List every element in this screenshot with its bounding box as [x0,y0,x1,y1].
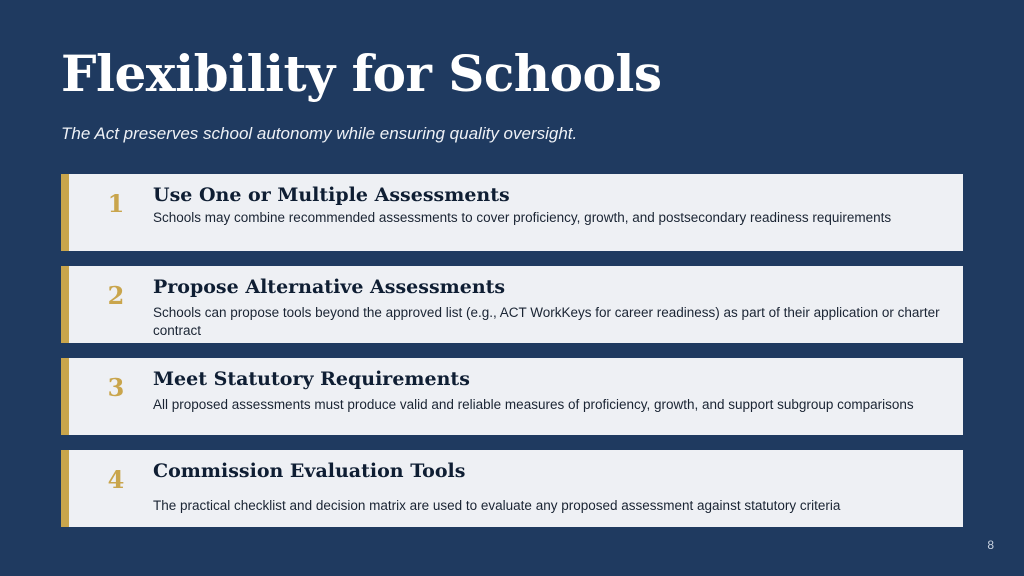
item-description: All proposed assessments must produce valid and reliable measures of proficiency, growth, and support subgroup comparisons [153,397,914,412]
item-description: Schools can propose tools beyond the approved list (e.g., ACT WorkKeys for career readiness) as part of their application or charter contract [153,305,940,338]
accent-bar [61,358,69,435]
card-use-multiple-assessments [61,174,963,251]
item-title: Propose Alternative Assessments [153,276,506,298]
card-propose-alternative-assessments [61,266,963,343]
accent-bar [61,450,69,527]
accent-bar [61,266,69,343]
slide-subtitle: The Act preserves school autonomy while ensuring quality oversight. [61,124,578,143]
item-number: 2 [107,281,125,310]
item-description: The practical checklist and decision matrix are used to evaluate any proposed assessment against statutory criteria [153,498,841,513]
item-title: Commission Evaluation Tools [153,460,466,482]
slide-title: Flexibility for Schools [61,44,662,103]
page-number: 8 [987,538,994,552]
item-number: 3 [107,373,125,402]
item-number: 4 [107,465,125,494]
item-description: Schools may combine recommended assessments to cover proficiency, growth, and postsecondary readiness requirements [153,210,892,225]
card-commission-evaluation-tools [61,450,963,527]
item-number: 1 [107,189,125,218]
item-title: Use One or Multiple Assessments [153,184,510,206]
accent-bar [61,174,69,251]
card-meet-statutory-requirements [61,358,963,435]
item-title: Meet Statutory Requirements [153,368,470,390]
